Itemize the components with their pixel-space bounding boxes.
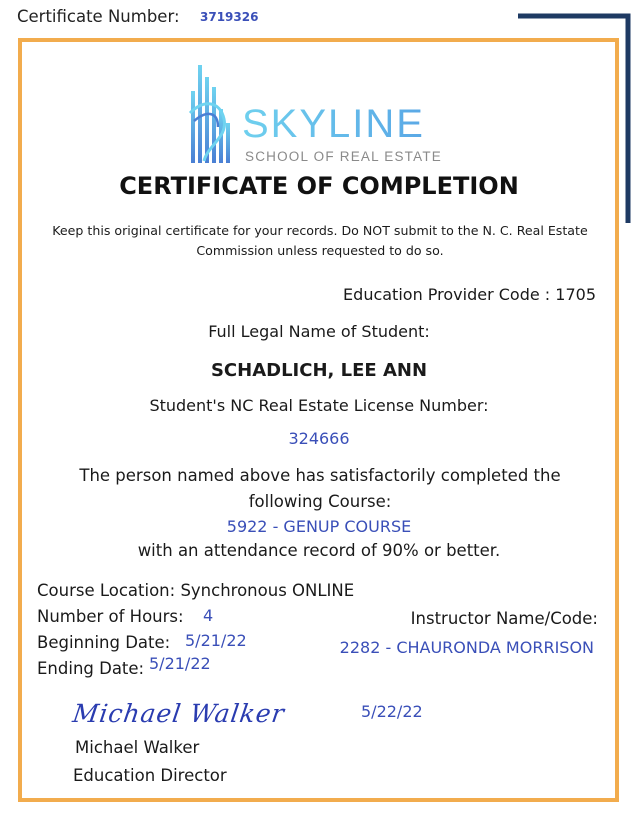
course-name: 5922 - GENUP COURSE <box>226 517 412 536</box>
certificate-number-label: Certificate Number: <box>17 7 180 26</box>
student-name-label: Full Legal Name of Student: <box>208 322 430 341</box>
license-number-label: Student's NC Real Estate License Number: <box>149 396 489 415</box>
student-name: SCHADLICH, LEE ANN <box>210 360 428 381</box>
hours-label: Number of Hours: <box>37 607 184 626</box>
ending-date: 5/21/22 <box>149 654 211 673</box>
signature-date: 5/22/22 <box>361 702 423 721</box>
completion-statement: The person named above has satisfactorily completed the following Course: <box>79 466 561 511</box>
skyline-logo <box>184 63 459 169</box>
ending-date-label: Ending Date: <box>37 659 145 678</box>
retention-note: Keep this original certificate for your records. Do NOT submit to the N. C. Real Estate Commission unless requested to do so. <box>52 223 588 258</box>
logo-tagline: SCHOOL OF REAL ESTATE <box>245 149 442 164</box>
beginning-date: 5/21/22 <box>185 631 247 650</box>
beginning-date-label: Beginning Date: <box>37 633 171 652</box>
provider-code: Education Provider Code : 1705 <box>343 285 596 304</box>
signature: Michael Walker <box>70 699 287 728</box>
instructor-label: Instructor Name/Code: <box>410 609 598 628</box>
instructor-name: 2282 - CHAURONDA MORRISON <box>339 638 594 657</box>
skyline-building-icon <box>190 65 230 163</box>
certificate-title: CERTIFICATE OF COMPLETION <box>119 172 519 200</box>
hours-value: 4 <box>203 606 214 625</box>
attendance-statement: with an attendance record of 90% or better. <box>137 541 501 560</box>
license-number: 324666 <box>288 429 350 448</box>
certificate-number: 3719326 <box>200 10 259 24</box>
course-location: Course Location: Synchronous ONLINE <box>37 581 355 600</box>
director-name: Michael Walker <box>75 738 200 757</box>
director-title: Education Director <box>73 766 227 785</box>
logo-name: SKYLINE <box>242 102 425 146</box>
